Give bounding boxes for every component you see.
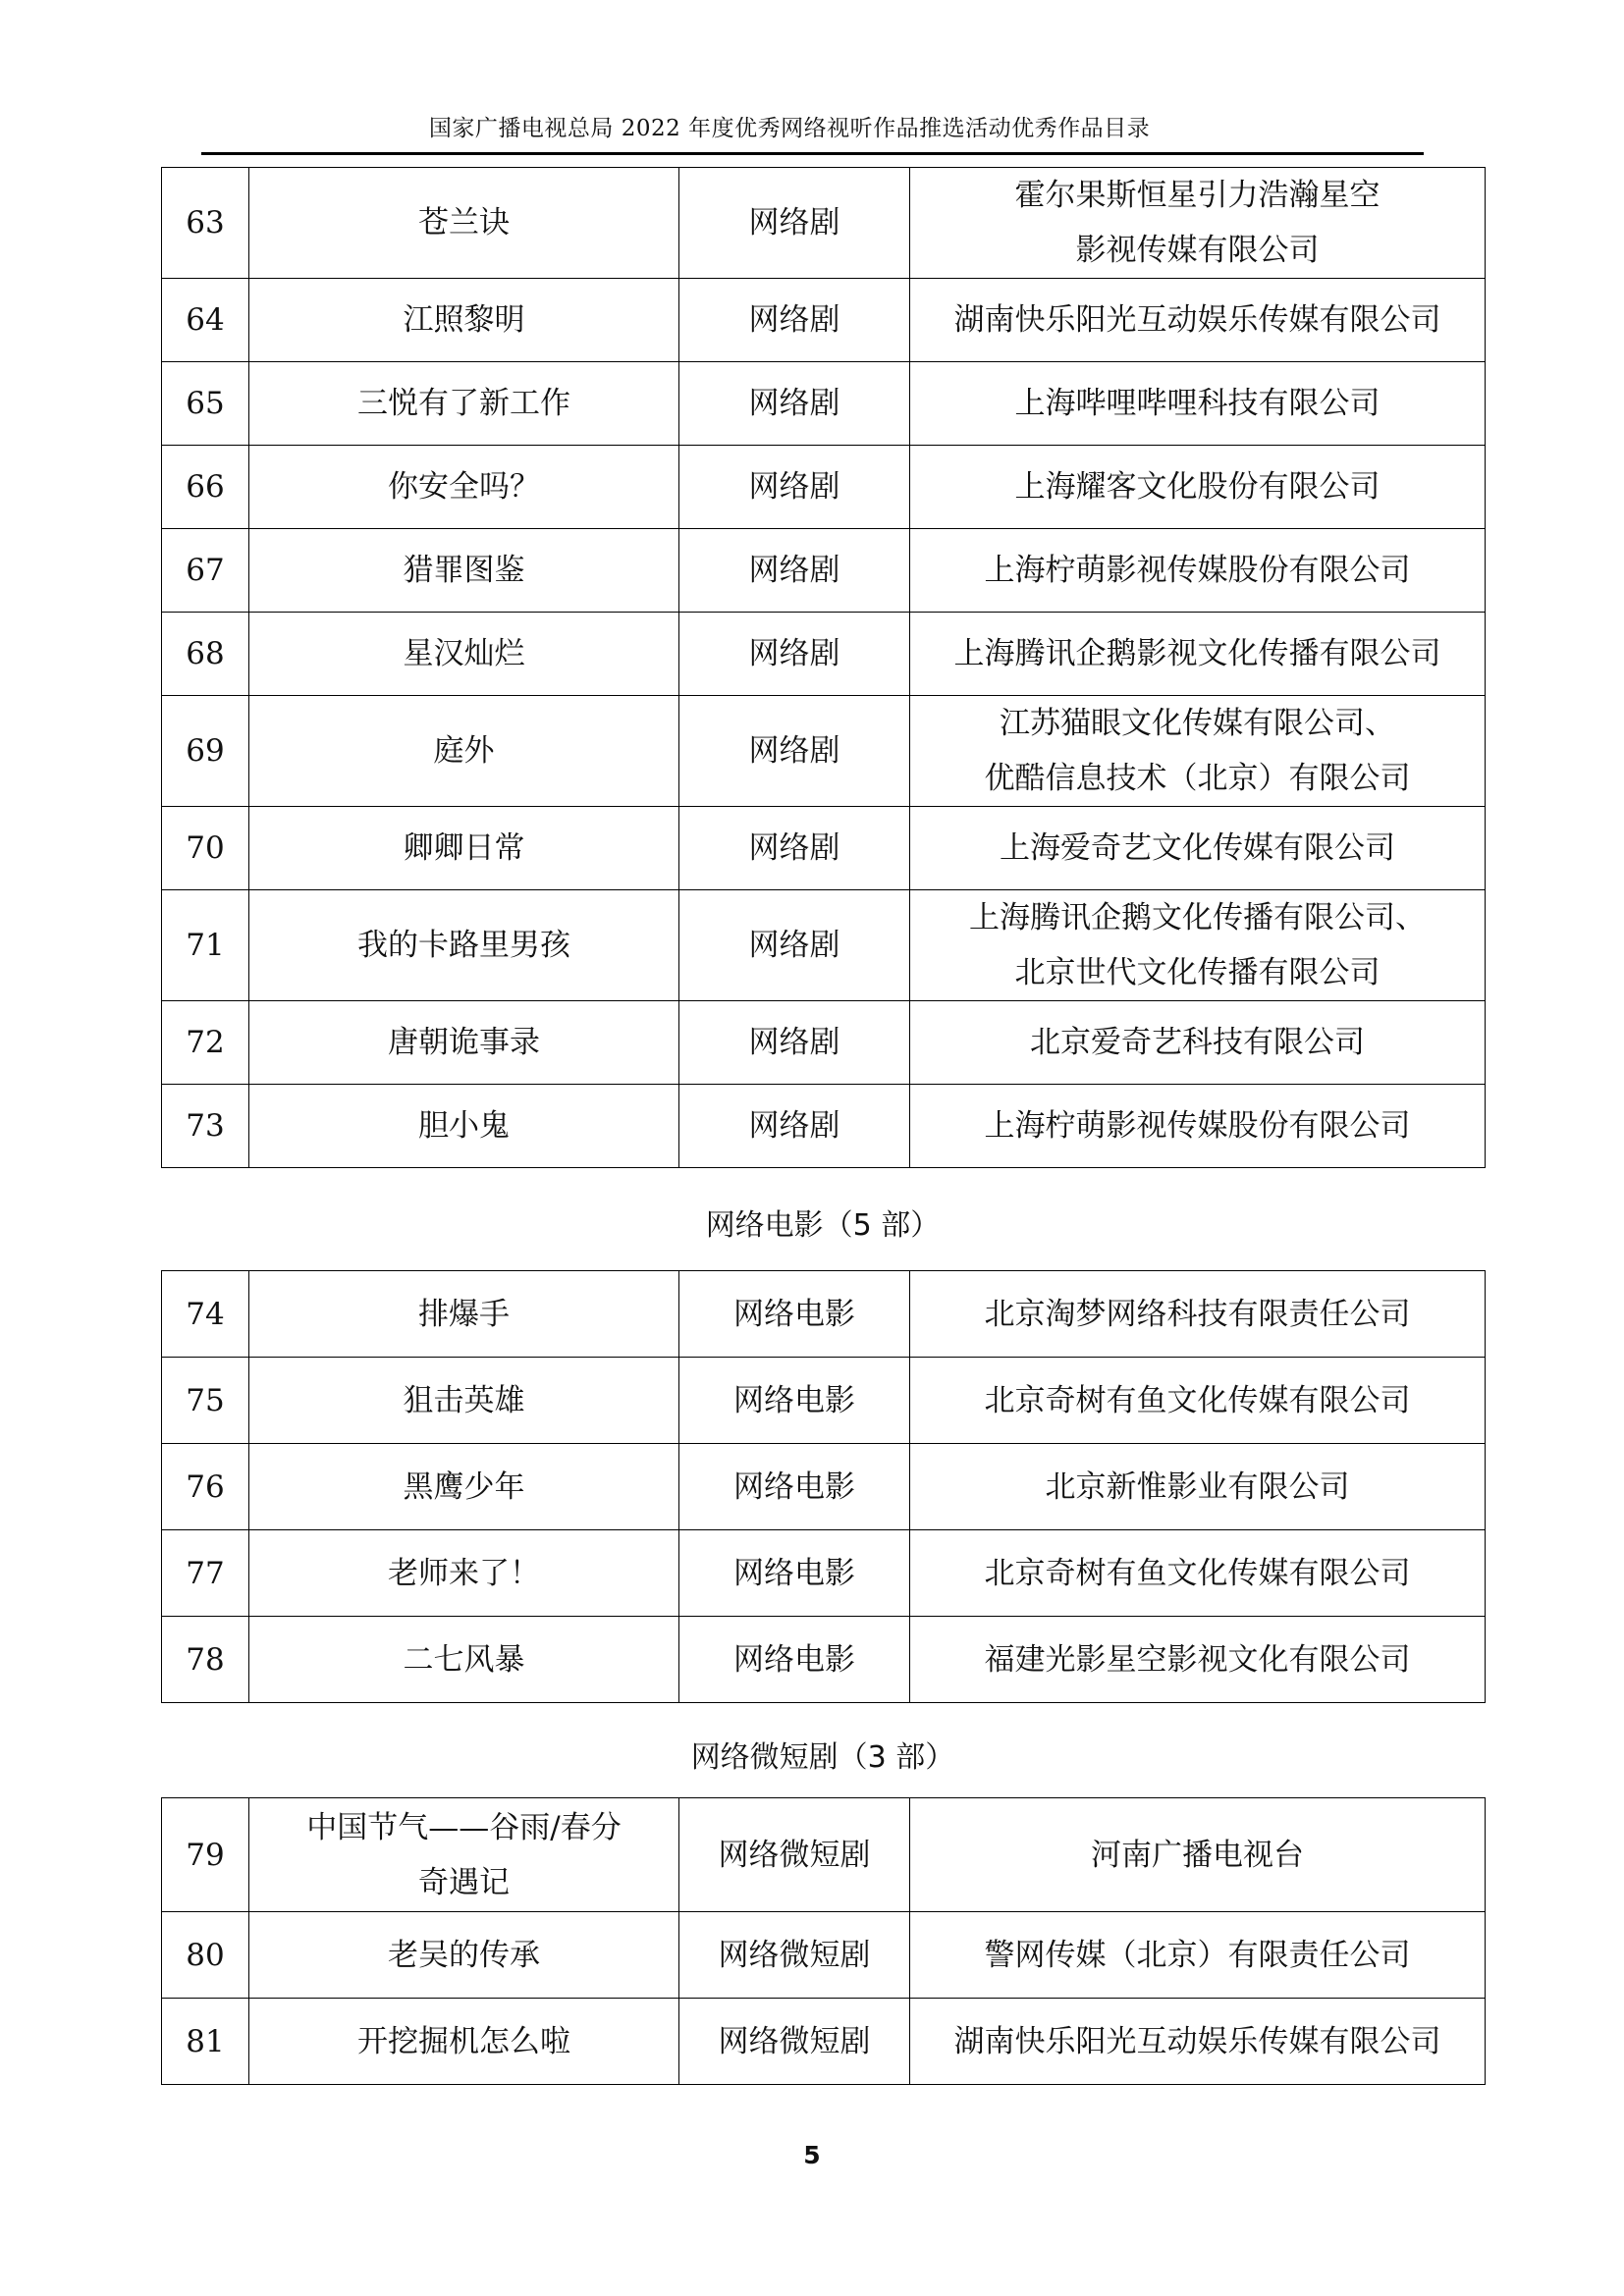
table-row <box>162 696 1486 807</box>
work-type: 网络剧 <box>679 168 910 279</box>
page-number: 5 <box>803 2141 821 2169</box>
row-number: 79 <box>162 1798 249 1912</box>
work-type: 网络微短剧 <box>679 1912 910 1999</box>
table-row <box>162 1530 1486 1617</box>
work-type: 网络剧 <box>679 696 910 807</box>
section-title-web-movies: 网络电影（5 部） <box>705 1208 941 1243</box>
producer-org <box>910 1798 1486 1912</box>
row-number: 75 <box>162 1358 249 1444</box>
producer-org <box>910 1085 1486 1168</box>
producer-org <box>910 696 1486 807</box>
table-row <box>162 1444 1486 1530</box>
row-number: 73 <box>162 1085 249 1168</box>
work-type: 网络电影 <box>679 1271 910 1358</box>
row-number: 71 <box>162 890 249 1001</box>
work-title-line: 开挖掘机怎么啦 <box>357 2023 570 2059</box>
table-row <box>162 1085 1486 1168</box>
table-row <box>162 168 1486 279</box>
producer-org-line: 河南广播电视台 <box>1091 1837 1304 1873</box>
producer-org-line: 霍尔果斯恒星引力浩瀚星空 <box>1014 178 1380 213</box>
work-title: 猎罪图鉴 <box>249 529 679 613</box>
work-title: 星汉灿烂 <box>249 613 679 696</box>
work-title: 唐朝诡事录 <box>249 1001 679 1085</box>
producer-org-line: 湖南快乐阳光互动娱乐传媒有限公司 <box>953 2023 1441 2059</box>
producer-org <box>910 890 1486 1001</box>
row-number: 70 <box>162 807 249 890</box>
producer-org-line: 江苏猫眼文化传媒有限公司、 <box>1000 706 1395 741</box>
producer-org-line: 北京淘梦网络科技有限责任公司 <box>984 1296 1411 1332</box>
producer-org-line: 北京爱奇艺科技有限公司 <box>1030 1025 1365 1060</box>
row-number: 67 <box>162 529 249 613</box>
row-number: 63 <box>162 168 249 279</box>
table-row <box>162 446 1486 529</box>
table-row <box>162 1617 1486 1703</box>
producer-org-line: 影视传媒有限公司 <box>1075 233 1320 268</box>
work-type: 网络电影 <box>679 1617 910 1703</box>
work-title <box>249 1912 679 1999</box>
work-title <box>249 1798 679 1912</box>
producer-org-line: 湖南快乐阳光互动娱乐传媒有限公司 <box>953 302 1441 338</box>
work-type: 网络剧 <box>679 613 910 696</box>
producer-org <box>910 1912 1486 1999</box>
row-number: 81 <box>162 1999 249 2085</box>
table-row <box>162 1912 1486 1999</box>
work-type: 网络电影 <box>679 1444 910 1530</box>
row-number: 72 <box>162 1001 249 1085</box>
work-title: 黑鹰少年 <box>249 1444 679 1530</box>
row-number: 64 <box>162 279 249 362</box>
work-title: 江照黎明 <box>249 279 679 362</box>
work-type: 网络剧 <box>679 362 910 446</box>
work-type: 网络剧 <box>679 529 910 613</box>
producer-org-line: 优酷信息技术（北京）有限公司 <box>984 761 1411 796</box>
row-number: 74 <box>162 1271 249 1358</box>
producer-org <box>910 1271 1486 1358</box>
producer-org <box>910 279 1486 362</box>
producer-org <box>910 1444 1486 1530</box>
table-row <box>162 1271 1486 1358</box>
work-title: 苍兰诀 <box>249 168 679 279</box>
table-row <box>162 1001 1486 1085</box>
work-title: 我的卡路里男孩 <box>249 890 679 1001</box>
table-row <box>162 1358 1486 1444</box>
producer-org <box>910 529 1486 613</box>
header-divider <box>201 152 1424 155</box>
work-title: 狙击英雄 <box>249 1358 679 1444</box>
table-row <box>162 362 1486 446</box>
work-type: 网络微短剧 <box>679 1999 910 2085</box>
page-header-title: 国家广播电视总局 2022 年度优秀网络视听作品推选活动优秀作品目录 <box>428 116 1151 141</box>
producer-org-line: 上海腾讯企鹅影视文化传播有限公司 <box>953 636 1441 671</box>
producer-org <box>910 446 1486 529</box>
producer-org <box>910 1358 1486 1444</box>
work-type: 网络微短剧 <box>679 1798 910 1912</box>
producer-org-line: 福建光影星空影视文化有限公司 <box>984 1641 1411 1678</box>
row-number: 68 <box>162 613 249 696</box>
work-type: 网络剧 <box>679 1001 910 1085</box>
producer-org <box>910 1999 1486 2085</box>
works-table-web-series <box>161 167 1486 1168</box>
works-table-micro-dramas <box>161 1797 1486 2085</box>
table-row <box>162 279 1486 362</box>
work-type: 网络剧 <box>679 446 910 529</box>
section-title-micro-dramas: 网络微短剧（3 部） <box>690 1740 955 1775</box>
work-type: 网络电影 <box>679 1530 910 1617</box>
producer-org-line: 北京新惟影业有限公司 <box>1045 1468 1350 1505</box>
table-row <box>162 1798 1486 1912</box>
work-title-line: 老吴的传承 <box>388 1937 540 1973</box>
producer-org <box>910 807 1486 890</box>
work-title: 你安全吗？ <box>249 446 679 529</box>
work-title: 庭外 <box>249 696 679 807</box>
works-table-web-movies <box>161 1270 1486 1703</box>
producer-org <box>910 613 1486 696</box>
work-title-line: 奇遇记 <box>418 1864 510 1900</box>
table-row <box>162 529 1486 613</box>
row-number: 69 <box>162 696 249 807</box>
producer-org-line: 上海耀客文化股份有限公司 <box>1014 469 1380 505</box>
producer-org-line: 北京奇树有鱼文化传媒有限公司 <box>984 1382 1411 1418</box>
table-row <box>162 890 1486 1001</box>
work-type: 网络剧 <box>679 1085 910 1168</box>
work-title: 排爆手 <box>249 1271 679 1358</box>
row-number: 65 <box>162 362 249 446</box>
producer-org-line: 上海柠萌影视传媒股份有限公司 <box>984 1108 1411 1144</box>
producer-org <box>910 1530 1486 1617</box>
producer-org <box>910 362 1486 446</box>
work-title: 三悦有了新工作 <box>249 362 679 446</box>
work-title: 胆小鬼 <box>249 1085 679 1168</box>
row-number: 78 <box>162 1617 249 1703</box>
producer-org <box>910 1001 1486 1085</box>
work-title: 二七风暴 <box>249 1617 679 1703</box>
producer-org-line: 上海哔哩哔哩科技有限公司 <box>1014 386 1380 421</box>
producer-org-line: 上海腾讯企鹅文化传播有限公司、 <box>969 900 1426 935</box>
producer-org-line: 警网传媒（北京）有限责任公司 <box>984 1937 1411 1973</box>
producer-org-line: 上海爱奇艺文化传媒有限公司 <box>1000 830 1395 866</box>
producer-org-line: 上海柠萌影视传媒股份有限公司 <box>984 553 1411 588</box>
work-type: 网络电影 <box>679 1358 910 1444</box>
work-title <box>249 1999 679 2085</box>
row-number: 76 <box>162 1444 249 1530</box>
producer-org <box>910 1617 1486 1703</box>
row-number: 80 <box>162 1912 249 1999</box>
work-type: 网络剧 <box>679 279 910 362</box>
work-title: 卿卿日常 <box>249 807 679 890</box>
producer-org-line: 北京世代文化传播有限公司 <box>1014 955 1380 990</box>
work-title-line: 中国节气——谷雨/春分 <box>306 1809 622 1845</box>
table-row <box>162 1999 1486 2085</box>
work-type: 网络剧 <box>679 890 910 1001</box>
row-number: 77 <box>162 1530 249 1617</box>
work-title: 老师来了！ <box>249 1530 679 1617</box>
table-row <box>162 807 1486 890</box>
table-row <box>162 613 1486 696</box>
producer-org <box>910 168 1486 279</box>
producer-org-line: 北京奇树有鱼文化传媒有限公司 <box>984 1555 1411 1591</box>
work-type: 网络剧 <box>679 807 910 890</box>
row-number: 66 <box>162 446 249 529</box>
